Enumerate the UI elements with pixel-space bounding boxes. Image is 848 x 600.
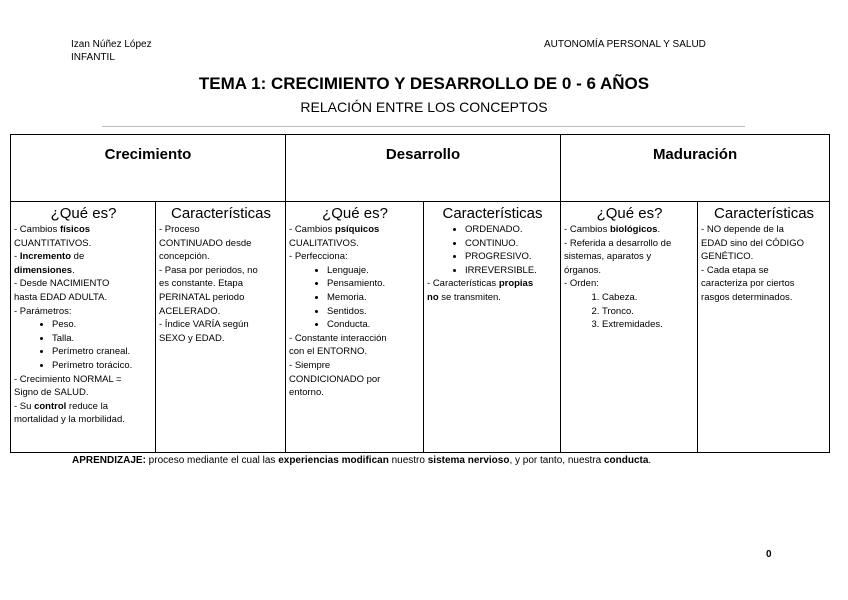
- text: CONTINUADO desde: [159, 237, 252, 249]
- text: - Orden:: [564, 278, 599, 290]
- author-block: [71, 38, 152, 64]
- text: nuestro: [388, 455, 428, 466]
- text-bold: no: [427, 291, 439, 303]
- text: mortalidad y la morbilidad.: [14, 414, 125, 426]
- orden-list: [564, 291, 695, 332]
- parametros-list: [14, 318, 153, 372]
- text: - Desde NACIMIENTO: [14, 278, 110, 290]
- text: se transmiten.: [438, 291, 501, 303]
- text: GENÉTICO.: [701, 251, 754, 263]
- text-bold: físicos: [59, 224, 91, 235]
- author-course: INFANTIL: [71, 52, 115, 63]
- list-item: • Perímetro craneal.: [52, 345, 153, 359]
- crecimiento-que-es-cell: [11, 202, 156, 453]
- text-bold: propias: [498, 278, 534, 290]
- column-header-maduracion: Maduración: [561, 135, 830, 202]
- text-bold: biológicos: [609, 224, 658, 235]
- text: - Cambios: [14, 224, 60, 235]
- list-item: • Talla.: [52, 332, 153, 346]
- text: CUANTITATIVOS.: [14, 237, 92, 249]
- list-item: • Memoria.: [327, 291, 421, 305]
- text: -: [14, 251, 20, 263]
- text: .: [657, 224, 661, 235]
- text-bold: psíquicos: [334, 224, 380, 235]
- text: - Siempre: [289, 359, 331, 371]
- text: hasta EDAD ADULTA.: [14, 291, 108, 303]
- text: SEXO y EDAD.: [159, 332, 225, 344]
- concepts-table: [10, 134, 830, 453]
- text: de: [71, 251, 85, 263]
- text-bold: conducta: [603, 455, 649, 466]
- text: - Cada etapa se: [701, 264, 769, 276]
- text: sistemas, aparatos y: [564, 251, 652, 263]
- list-item: • Pensamiento.: [327, 277, 421, 291]
- desarrollo-que-es-cell: [286, 202, 424, 453]
- text: ACELERADO.: [159, 305, 221, 317]
- text: CUALITATIVOS.: [289, 237, 359, 249]
- text: con el ENTORNO.: [289, 346, 367, 358]
- subheader-que-es: ¿Qué es?: [322, 205, 388, 222]
- text: entorno.: [289, 387, 324, 399]
- list-item: • IRREVERSIBLE.: [465, 264, 558, 278]
- text: órganos.: [564, 264, 602, 276]
- text: CONDICIONADO por: [289, 373, 381, 385]
- list-item: • Perímetro torácico.: [52, 359, 153, 373]
- text: .: [72, 264, 75, 276]
- text: es constante. Etapa: [159, 278, 243, 290]
- text: - Su: [14, 400, 35, 412]
- page-number: 0: [766, 549, 772, 560]
- divider: [102, 126, 745, 127]
- page-subtitle: RELACIÓN ENTRE LOS CONCEPTOS: [300, 99, 548, 115]
- text-bold: sistema nervioso: [427, 455, 510, 466]
- text: - Índice VARÍA según: [159, 319, 249, 331]
- list-item: • Peso.: [52, 318, 153, 332]
- text: , y por tanto, nuestra: [509, 455, 604, 466]
- subheader-caracteristicas: Características: [170, 205, 272, 222]
- subheader-que-es: ¿Qué es?: [50, 205, 117, 222]
- desarrollo-caracteristicas-cell: [424, 202, 561, 453]
- list-item: 3. Extremidades.: [602, 318, 695, 332]
- subheader-caracteristicas: Características: [714, 205, 815, 222]
- text: - Perfecciona:: [289, 251, 348, 263]
- aprendizaje-definition: [72, 455, 651, 466]
- list-item: • Lenguaje.: [327, 264, 421, 278]
- text: PERINATAL periodo: [159, 291, 245, 303]
- text: - Cambios: [289, 224, 335, 235]
- list-item: • Conducta.: [327, 318, 421, 332]
- list-item: 1. Cabeza.: [602, 291, 695, 305]
- text: .: [648, 455, 652, 466]
- text: - Constante interacción: [289, 332, 387, 344]
- text: - NO depende de la: [701, 224, 784, 235]
- text: - Referida a desarrollo de: [564, 237, 672, 249]
- text-bold: control: [34, 400, 67, 412]
- text: Signo de SALUD.: [14, 387, 89, 399]
- text: - Parámetros:: [14, 305, 72, 317]
- aprendizaje-label: APRENDIZAJE:: [72, 455, 146, 466]
- text: concepción.: [159, 251, 210, 263]
- maduracion-caracteristicas-cell: [698, 202, 830, 453]
- text: proceso mediante el cual las: [145, 455, 279, 466]
- list-item: • Sentidos.: [327, 305, 421, 319]
- list-item: 2. Tronco.: [602, 305, 695, 319]
- column-header-crecimiento: Crecimiento: [11, 135, 286, 202]
- text: - Proceso: [159, 224, 200, 235]
- list-item: • PROGRESIVO.: [465, 250, 558, 264]
- page-title: TEMA 1: CRECIMIENTO Y DESARROLLO DE 0 - 6 AÑOS: [198, 74, 650, 93]
- subheader-caracteristicas: Características: [442, 205, 543, 222]
- text: caracteriza por ciertos: [701, 278, 795, 290]
- column-header-desarrollo: Desarrollo: [286, 135, 561, 202]
- crecimiento-caracteristicas-cell: [156, 202, 286, 453]
- author-name: Izan Núñez López: [71, 39, 152, 50]
- text-bold: dimensiones: [14, 264, 73, 276]
- text: EDAD sino del CÓDIGO: [701, 237, 804, 249]
- text: rasgos determinados.: [701, 291, 793, 303]
- text: - Crecimiento NORMAL =: [14, 373, 122, 385]
- text-bold: experiencias modifican: [278, 455, 389, 466]
- caracteristicas-list: [427, 223, 558, 277]
- list-item: • ORDENADO.: [465, 223, 558, 237]
- list-item: • CONTINUO.: [465, 237, 558, 251]
- text: - Cambios: [564, 224, 610, 235]
- text: reduce la: [66, 400, 108, 412]
- subject-header: AUTONOMÍA PERSONAL Y SALUD: [544, 39, 706, 50]
- text: - Pasa por periodos, no: [159, 264, 258, 276]
- subheader-que-es: ¿Qué es?: [596, 205, 663, 222]
- perfecciona-list: [289, 264, 421, 332]
- text: - Características: [427, 278, 499, 290]
- maduracion-que-es-cell: [561, 202, 698, 453]
- text-bold: Incremento: [19, 251, 72, 263]
